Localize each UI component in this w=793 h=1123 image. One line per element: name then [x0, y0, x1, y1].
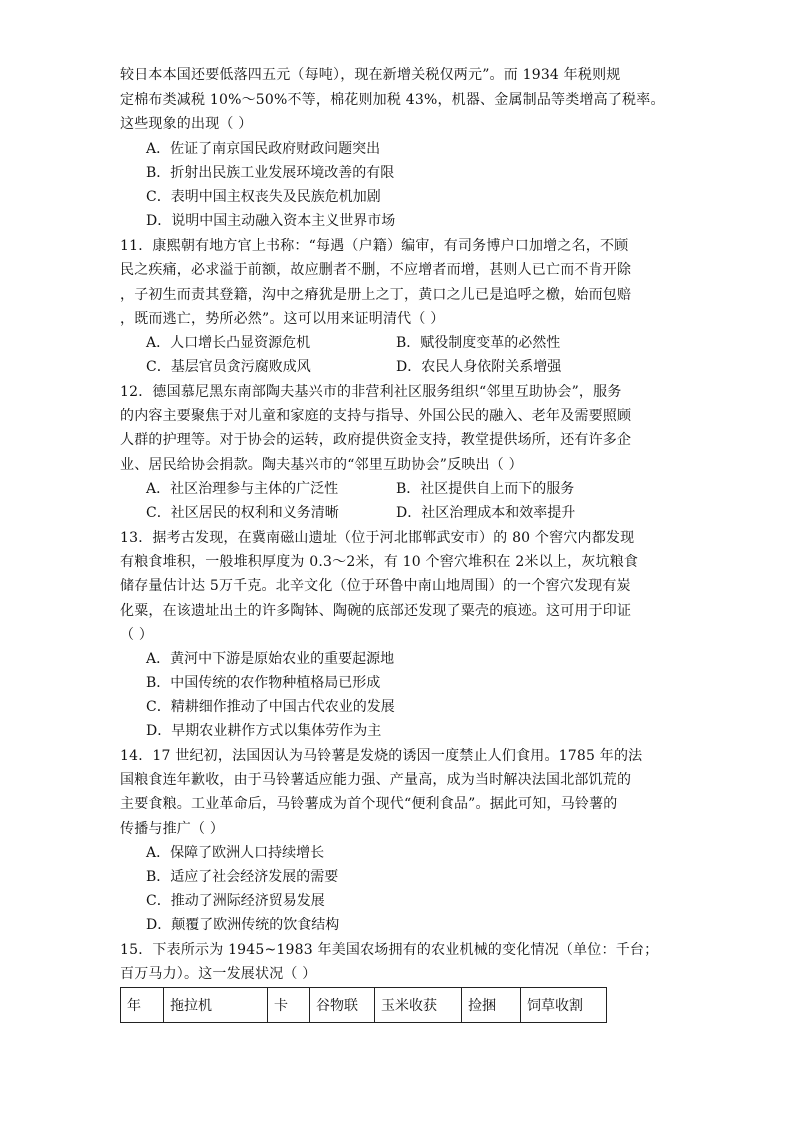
table-header-cell: 拖拉机: [164, 988, 268, 1023]
q10-option-a[interactable]: A．佐证了南京国民政府财政问题突出: [146, 141, 381, 157]
q13-line-4: 化粟，在该遗址出土的许多陶钵、陶碗的底部还发现了粟壳的痕迹。这可用于印证: [120, 603, 632, 619]
q11-line-2: 民之疾痛，必求溢于前额，故应删者不删，不应增者而增，甚则人已亡而不肯开除: [120, 262, 632, 278]
q11-line-3: ，子初生而责其登籍，沟中之瘠犹是册上之丁，黄口之儿已是追呼之檄，始而包赔: [120, 287, 632, 303]
q14-option-d[interactable]: D．颠覆了欧洲传统的饮食结构: [146, 917, 340, 933]
table-header-cell: 卡: [268, 988, 310, 1023]
q12-option-c[interactable]: C．社区居民的权利和义务清晰: [146, 505, 339, 521]
q10-line-3: 这些现象的出现（ ）: [120, 116, 253, 132]
q11-line-4: ，既而逃亡，势所必然”。这可以用来证明清代（ ）: [120, 311, 445, 327]
q10-option-c[interactable]: C．表明中国主权丧失及民族危机加剧: [146, 189, 381, 205]
q10-line-1: 较日本本国还要低落四五元（每吨），现在新增关税仅两元”。而 1934 年税则规: [120, 67, 621, 83]
q10-option-b[interactable]: B．折射出民族工业发展环境改善的有限: [146, 165, 395, 181]
table-header-row: [121, 988, 607, 1023]
q12-option-d[interactable]: D．社区治理成本和效率提升: [396, 505, 576, 521]
q13-line-5: （ ）: [120, 627, 154, 643]
q12-option-a[interactable]: A．社区治理参与主体的广泛性: [146, 481, 339, 497]
q11-line-1: 11．康熙朝有地方官上书称：“每遇（户籍）编审，有司务博户口加增之名，不顾: [120, 238, 629, 254]
q11-option-d[interactable]: D．农民人身依附关系增强: [396, 359, 562, 375]
q14-line-2: 国粮食连年歉收，由于马铃薯适应能力强、产量高，成为当时解决法国北部饥荒的: [120, 772, 632, 788]
q12-option-b[interactable]: B．社区提供自上而下的服务: [396, 481, 575, 497]
q13-option-c[interactable]: C．精耕细作推动了中国古代农业的发展: [146, 699, 395, 715]
q13-option-a[interactable]: A．黄河中下游是原始农业的重要起源地: [146, 651, 395, 667]
q13-line-3: 储存量估计达 5万千克。北辛文化（位于环鲁中南山地周围）的一个窖穴发现有炭: [120, 578, 631, 594]
q10-line-2: 定棉布类减税 10%～50%不等，棉花则加税 43%，机器、金属制品等类增高了税率。: [120, 92, 665, 108]
q13-line-1: 13．据考古发现，在冀南磁山遗址（位于河北邯郸武安市）的 80 个窖穴内都发现: [120, 530, 635, 546]
q15-line-2: 百万马力）。这一发展状况（ ）: [120, 966, 317, 982]
table-header-cell: 年: [121, 988, 164, 1023]
q13-option-d[interactable]: D．早期农业耕作方式以集体劳作为主: [146, 723, 382, 739]
q13-line-2: 有粮食堆积，一般堆积厚度为 0.3～2米，有 10 个窖穴堆积在 2米以上，灰坑粮食: [120, 554, 639, 570]
q14-option-b[interactable]: B．适应了社会经济发展的需要: [146, 869, 339, 885]
q12-line-4: 业、居民给协会捐款。陶夫基兴市的“邻里互助协会”反映出（ ）: [120, 457, 523, 473]
q14-line-1: 14．17 世纪初，法国因认为马铃薯是发烧的诱因一度禁止人们食用。1785 年的法: [120, 748, 643, 764]
table-header-cell: 玉米收获: [375, 988, 462, 1023]
q14-line-3: 主要食粮。工业革命后，马铃薯成为首个现代“便利食品”。据此可知，马铃薯的: [120, 796, 618, 812]
table-header-cell: 谷物联: [310, 988, 375, 1023]
q15-line-1: 15．下表所示为 1945~1983 年美国农场拥有的农业机械的变化情况（单位：千台；: [120, 942, 659, 958]
q12-line-3: 人群的护理等。对于协会的运转，政府提供资金支持，教堂提供场所，还有许多企: [120, 432, 632, 448]
q11-option-a[interactable]: A．人口增长凸显资源危机: [146, 335, 311, 351]
q11-option-b[interactable]: B．赋役制度变革的必然性: [396, 335, 561, 351]
table-header-cell: 饲草收割: [521, 988, 607, 1023]
q14-line-4: 传播与推广（ ）: [120, 821, 225, 837]
table-header-cell: 捡捆: [462, 988, 521, 1023]
q10-option-d[interactable]: D．说明中国主动融入资本主义世界市场: [146, 213, 396, 229]
q11-option-c[interactable]: C．基层官员贪污腐败成风: [146, 359, 311, 375]
farm-machinery-table: [120, 987, 607, 1023]
q14-option-a[interactable]: A．保障了欧洲人口持续增长: [146, 845, 325, 861]
q12-line-2: 的内容主要聚焦于对儿童和家庭的支持与指导、外国公民的融入、老年及需要照顾: [120, 408, 632, 424]
q14-option-c[interactable]: C．推动了洲际经济贸易发展: [146, 893, 325, 909]
q12-line-1: 12．德国慕尼黑东南部陶夫基兴市的非营利社区服务组织“邻里互助协会”，服务: [120, 384, 622, 400]
q13-option-b[interactable]: B．中国传统的农作物种植格局已形成: [146, 675, 381, 691]
